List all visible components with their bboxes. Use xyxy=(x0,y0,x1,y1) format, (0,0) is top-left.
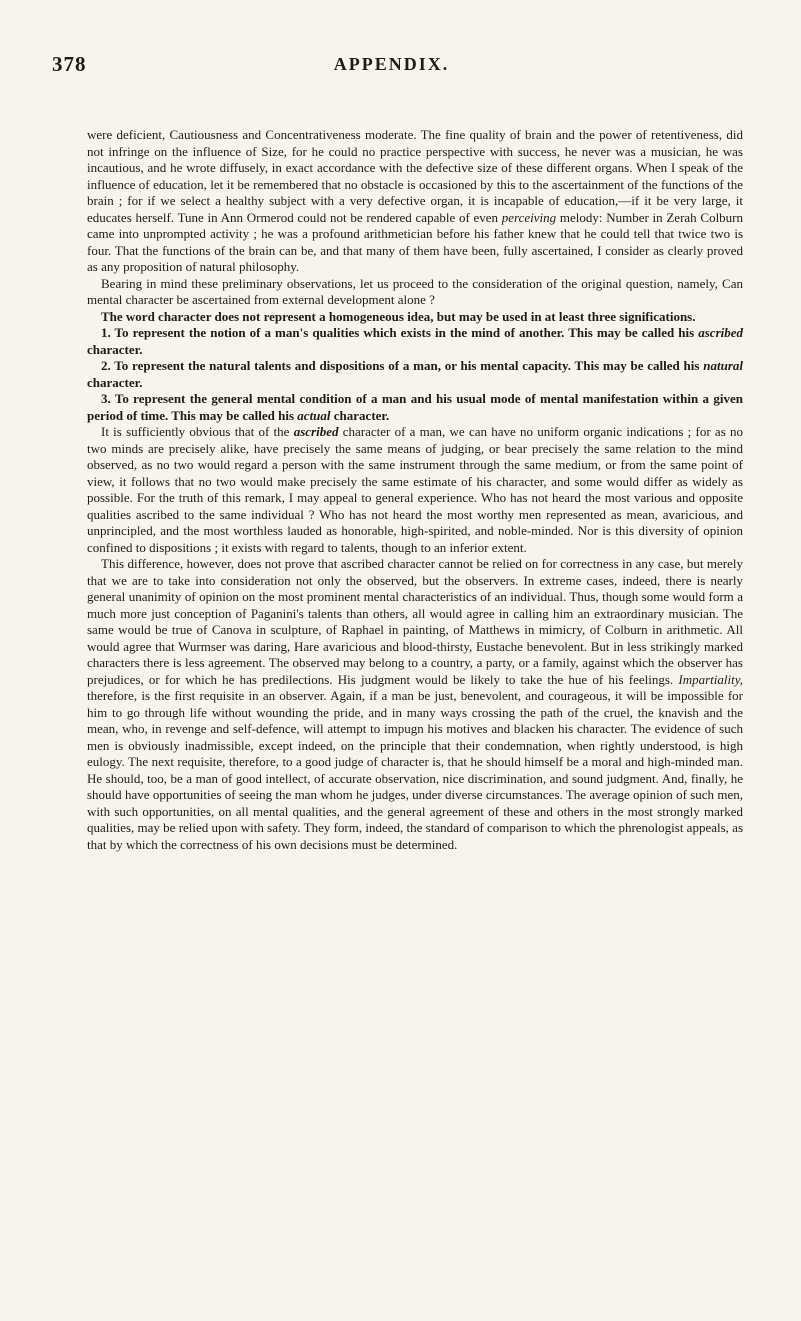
emphasis-natural: natural xyxy=(703,358,743,373)
page-number: 378 xyxy=(52,52,87,76)
paragraph-1-tail: melody: Number in Zerah Colburn came into unprompted activity ; he was a profound arithmetician before his father knew that he could tell that twice two is four. That the functions of the brain can be, and that many of them have been, fully ascertained, I consider as clearly proved as any proposition of natural philosophy. xyxy=(87,209,744,274)
paragraph-3: The word character does not represent a homogeneous idea, but may be used in at least three significations. xyxy=(101,308,696,324)
body-text xyxy=(87,127,743,853)
list-item-2 xyxy=(87,358,743,391)
list-item-1 xyxy=(87,325,743,358)
paragraph-4 xyxy=(87,424,743,556)
paragraph-4-tail: character of a man, we can have no uniform organic indications ; for as no two minds are precisely alike, have precisely the same means of judging, or bear precisely the same relation to the mind observed, as no two would regard a person with the same instrument through the same medium, or from the same point of view, it follows that no two would make precisely the same estimate of his character, and some would differ as widely as possible. For the truth of this remark, I may appeal to general experience. Who has not heard the most various and opposite qualities ascribed to the same individual ? Who has not heard the most worthy men represented as mean, avaricious, and unprincipled, and the most worthless lauded as honorable, high-spirited, and noble-minded. Nor is this diversity of opinion confined to dispositions ; it exists with regard to talents, though to an inferior extent. xyxy=(87,424,744,555)
paragraph-5 xyxy=(87,556,743,853)
emphasis-ascribed-2: ascribed xyxy=(293,424,339,439)
running-head: APPENDIX. xyxy=(333,54,450,74)
paragraph-4-text: It is sufficiently obvious that of the xyxy=(101,424,290,439)
list-item-1-text: 1. To represent the notion of a man's qualities which exists in the mind of another. This may be called his xyxy=(101,325,695,340)
paragraph-1 xyxy=(87,127,743,276)
emphasis-ascribed: ascribed xyxy=(698,325,744,340)
list-item-3-text: 3. To represent the general mental condition of a man and his usual mode of mental manifestation within a given period of time. This may be called his xyxy=(87,391,743,423)
list-item-2-text: 2. To represent the natural talents and dispositions of a man, or his mental capacity. This may be called his xyxy=(101,358,700,373)
paragraph-5-text: This difference, however, does not prove that ascribed character cannot be relied on for correctness in any case, but merely that we are to take into consideration not only the observed, but the observers. In extreme cases, indeed, there is nearly general unanimity of opinion on the most prominent mental characteristics of an individual. Thus, though some would form a much more just conception of Paganini's talents than others, all would agree in calling him an extraordinary musician. The same would be true of Canova in sculpture, of Raphael in painting, of Matthews in mimicry, of Colburn in arithmetic. All would agree that Wurmser was daring, Hare avaricious and blood-thirsty, Eustache benevolent. But in less strikingly marked characters there is less agreement. The observed may belong to a country, a party, or a family, against which the observer has prejudices, or for which he has predilections. His judgment would be likely to take the hue of his feelings. xyxy=(87,556,743,687)
emphasis-actual: actual xyxy=(297,407,331,423)
page-header xyxy=(52,52,731,82)
list-item-3 xyxy=(87,391,743,424)
paragraph-1-text: were deficient, Cautiousness and Concentrativeness moderate. The fine quality of brain and the power of retentiveness, did not infringe on the influence of Size, for he could no practice perspective with success, he never was a musician, he was incautious, and he wrote diffusely, in exact accordance with the defective size of these different organs. When I speak of the influence of education, let it be remembered that no obstacle is occasioned by this to the ascertainment of the functions of the brain ; for if we select a healthy subject with a very defective organ, it is incapable of education,—if it be very large, it educates herself. Tune in Ann Ormerod could not be rendered capable of even xyxy=(87,127,743,225)
list-item-2-tail: character. xyxy=(87,374,143,390)
paragraph-2: Bearing in mind these preliminary observations, let us proceed to the consideration of the original question, namely, Can mental character be ascertained from external development alone ? xyxy=(87,275,743,307)
emphasis-perceiving: perceiving xyxy=(501,209,557,225)
list-item-3-tail: character. xyxy=(333,407,390,423)
list-item-1-tail: character. xyxy=(87,341,143,357)
emphasis-impartiality: Impartiality, xyxy=(678,671,744,687)
paragraph-5-tail: therefore, is the first requisite in an observer. Again, if a man be just, benevolent, and courageous, it will be impossible for him to go through life without wounding the pride, and in many ways crossing the path of the cruel, the knavish and the mean, who, in revenge and self-defence, will attempt to impugn his motives and blacken his character. The evidence of such men is obviously inadmissible, except indeed, on the principle that their condemnation, when rightly understood, is high eulogy. The next requisite, therefore, to a good judge of character is, that he should himself be a moral and high-minded man. He should, too, be a man of good intellect, of accurate observation, nice discrimination, and sound judgment. And, finally, he should have opportunities of seeing the man whom he judges, under diverse circumstances. The average opinion of such men, with such opportunities, on all mental qualities, and the general agreement of these and others in the most strongly marked qualities, may be relied upon with safety. They form, indeed, the standard of comparison to which the phrenologist appeals, as that by which the correctness of his own decisions must be determined. xyxy=(87,688,743,852)
